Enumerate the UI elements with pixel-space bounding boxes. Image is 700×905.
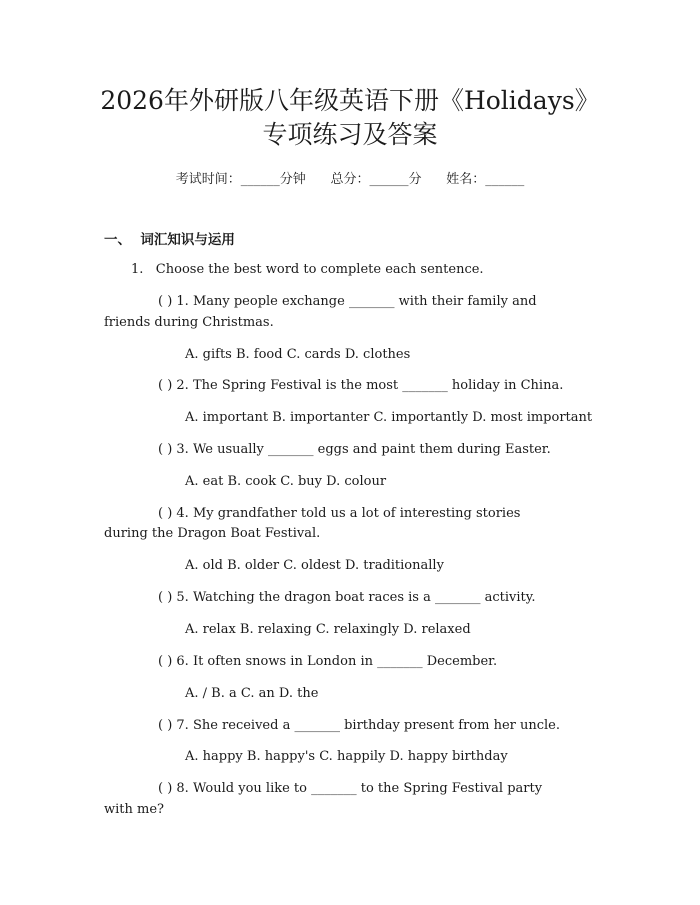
question-1-line-2: friends during Christmas.: [104, 315, 274, 330]
question-7-line-1: ( ) 7. She received a _______ birthday present from her uncle.: [158, 718, 560, 733]
title-line-2: 专项练习及答案: [262, 120, 438, 149]
question-1-line-1: ( ) 1. Many people exchange _______ with their family and: [158, 294, 537, 309]
question-2-line-1: ( ) 2. The Spring Festival is the most _______ holiday in China.: [158, 378, 564, 393]
question-6-options: A. / B. a C. an D. the: [185, 686, 319, 701]
title-line-1: 2026年外研版八年级英语下册《Holidays》: [100, 86, 600, 115]
question-2-options: A. important B. importanter C. importantly D. most important: [185, 410, 593, 425]
section-heading: 一、 词汇知识与运用: [104, 232, 235, 248]
question-4-line-2: during the Dragon Boat Festival.: [104, 526, 321, 541]
question-1-options: A. gifts B. food C. cards D. clothes: [185, 347, 411, 362]
question-4-options: A. old B. older C. oldest D. traditionally: [185, 558, 444, 573]
question-8-line-1: ( ) 8. Would you like to _______ to the Spring Festival party: [158, 781, 543, 796]
question-4-line-1: ( ) 4. My grandfather told us a lot of interesting stories: [158, 506, 521, 521]
question-3-line-1: ( ) 3. We usually _______ eggs and paint them during Easter.: [158, 442, 551, 457]
question-6-line-1: ( ) 6. It often snows in London in _______ December.: [158, 654, 498, 669]
question-5-options: A. relax B. relaxing C. relaxingly D. relaxed: [185, 622, 471, 637]
question-7-options: A. happy B. happy's C. happily D. happy birthday: [185, 749, 508, 764]
question-3-options: A. eat B. cook C. buy D. colour: [185, 474, 387, 489]
question-5-line-1: ( ) 5. Watching the dragon boat races is a _______ activity.: [158, 590, 536, 605]
exam-meta-info: 考试时间：______分钟 总分：______分 姓名：______: [175, 172, 525, 187]
section-instruction: 1. Choose the best word to complete each sentence.: [131, 262, 484, 277]
question-8-line-2: with me?: [104, 802, 165, 817]
